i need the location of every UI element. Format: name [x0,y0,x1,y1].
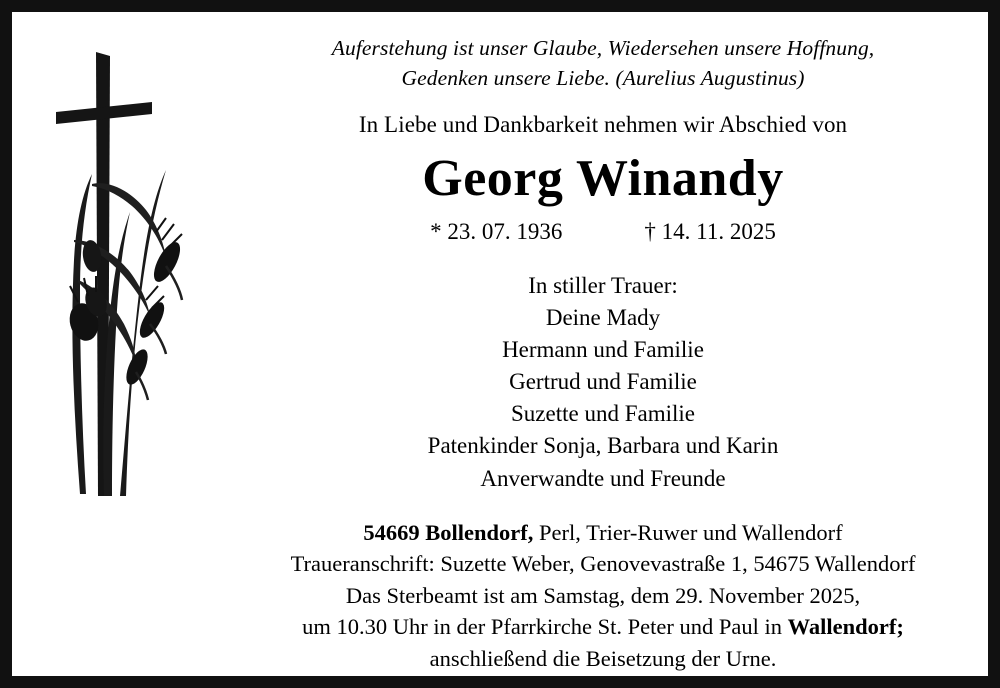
memorial-verse [208,34,998,93]
mourner-item: Gertrud und Familie [509,369,697,395]
verse-line-1: Auferstehung ist unser Glaube, Wiedersehen unsere Hoffnung, [331,36,875,60]
service-location-line [208,611,998,643]
death-date: † 14. 11. 2025 [644,218,776,244]
mourner-item: Anverwandte und Freunde [480,465,726,491]
life-dates [208,219,998,245]
mourners-block [208,270,998,495]
mourner-item: Deine Mady [545,304,661,330]
deceased-name: Georg Winandy [422,150,784,208]
intro-text: In Liebe und Dankbarkeit nehmen wir Abschied von [358,112,848,138]
condolence-address: Traueranschrift: Suzette Weber, Genovevastraße 1, 54675 Wallendorf [290,551,916,577]
obituary-inner [12,12,988,676]
mourner-item: Hermann und Familie [502,336,704,362]
service-location-place: Wallendorf; [787,614,904,640]
burial-line: anschließend die Beisetzung der Urne. [429,645,777,671]
service-date-line: Das Sterbeamt ist am Samstag, dem 29. November 2025, [345,582,861,608]
cross-with-grasses-icon [34,34,224,504]
service-location-text: um 10.30 Uhr in der Pfarrkirche St. Peter und Paul in [302,614,788,640]
service-details [208,517,998,675]
primary-place: 54669 Bollendorf, [363,519,534,545]
mourning-heading: In stiller Trauer: [528,272,678,298]
verse-line-2: Gedenken unsere Liebe. (Aurelius Augustinus) [401,65,805,90]
birth-date: * 23. 07. 1936 [430,218,563,244]
secondary-places: Perl, Trier-Ruwer und Wallendorf [533,519,843,545]
mourner-item: Patenkinder Sonja, Barbara und Karin [427,433,779,459]
places-line [208,517,998,549]
obituary-text-column [208,24,998,674]
mourner-item: Suzette und Familie [511,401,695,427]
